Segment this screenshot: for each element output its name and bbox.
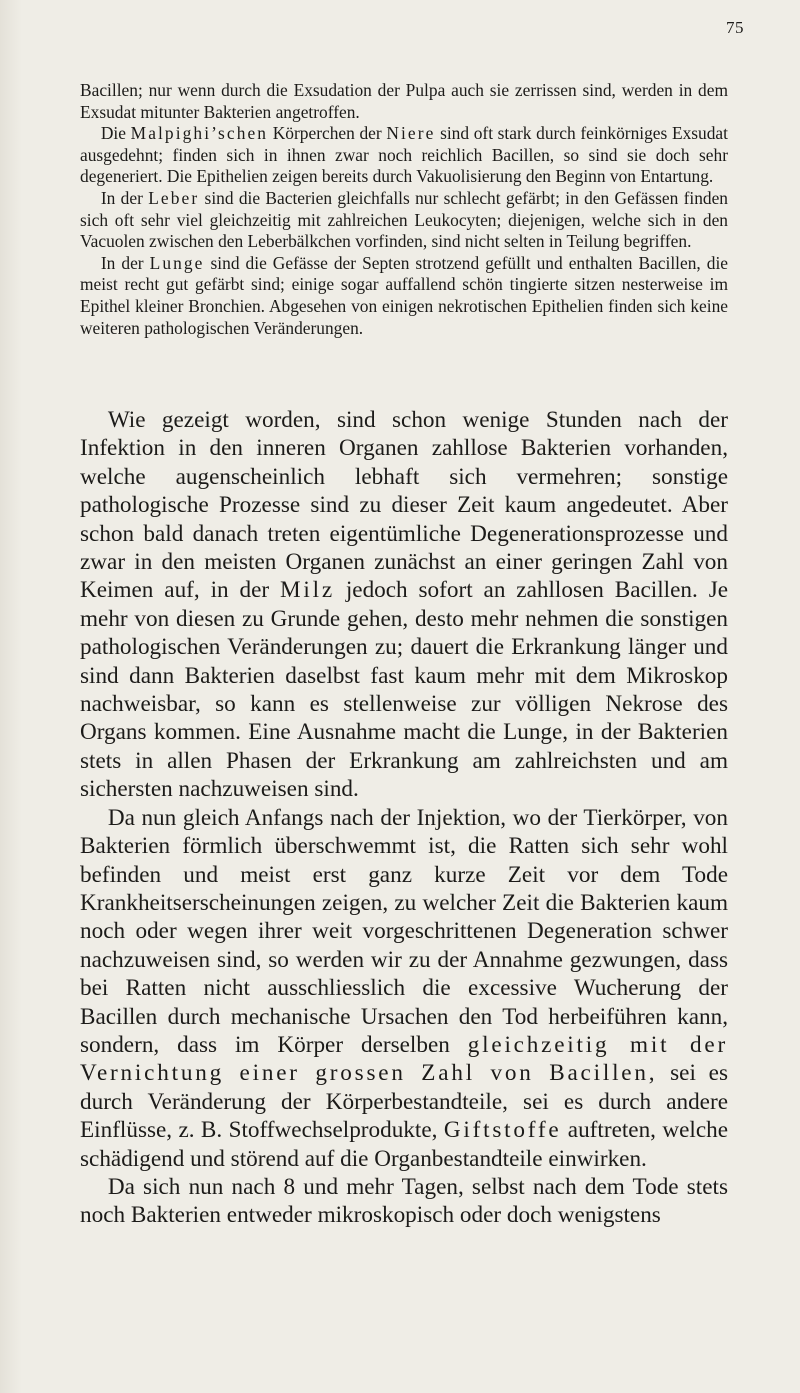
paragraph-leber [80,188,728,253]
lunge-lead: In der [100,252,144,273]
leber-lead: In der [100,187,143,208]
page-edge-shadow [0,0,22,1393]
emphasis-vernichtung: gleichzeitig mit der Vernichtung einer grossen Zahl von Bacillen, [80,1031,729,1087]
paragraph-lunge [80,253,728,339]
emphasis-malpighi: Malpighi’schen [130,123,269,144]
niere-mid: Körperchen der [272,123,382,144]
page-number: 75 [726,18,744,37]
emphasis-lunge: Lunge [149,252,205,273]
emphasis-milz: Milz [280,577,335,604]
small-print-section [80,80,728,339]
emphasis-niere: Niere [386,123,436,144]
injektion-after: auftreten, welche schädigend und störend auf die Organbestandteile einwirken. [80,1117,729,1172]
infektion-after: jedoch sofort an zahllosen Bacillen. Je mehr von diesen zu Grunde gehen, desto mehr nehmen die sonstigen pathologischen Veränderungen zu; dauert die Erkrankung länger und sind dann Bakterien daselbst fast kaum mehr mit dem Mikroskop nachweisbar, so kann es stellenweise zur völligen Nekrose des Organs kommen. Eine Ausnahme macht die Lunge, in der Bakterien stets in allen Phasen der Erkrankung am zahlreichsten und am sichersten nachzuweisen sind. [80,577,729,803]
paragraph-niere [80,123,728,188]
emphasis-leber: Leber [148,187,200,208]
paragraph-injektion [80,804,728,1173]
injektion-mid: sei es durch Veränderung der Körperbestandteile, sei es durch andere Einflüsse, z. B. Stoffwechselprodukte, [80,1060,728,1144]
paragraph-tage: Da sich nun nach 8 und mehr Tagen, selbst nach dem Tode stets noch Bakterien entweder mikroskopisch oder doch wenigstens [80,1173,728,1229]
paragraph-pulpa: Bacillen; nur wenn durch die Exsudation der Pulpa auch sie zerrissen sind, werden in dem Exsudat mitunter Bakterien angetroffen. [80,80,728,122]
infektion-before: Wie gezeigt worden, sind schon wenige Stunden nach der Infektion in den inneren Organen zahllose Bakterien vorhanden, welche augenscheinlich lebhaft sich vermehren; sonstige pathologische Prozesse sind zu dieser Zeit kaum angedeutet. Aber schon bald danach treten eigentümliche Degenerationsprozesse und zwar in den meisten Organen zunächst an einer geringen Zahl von Keimen auf, in der [80,407,728,604]
large-print-section [80,406,728,1230]
leber-rest: sind die Bacterien gleichfalls nur schlecht gefärbt; in den Gefässen finden sich oft sehr viel gleichzeitig mit zahlreichen Leukocyten; diejenigen, welche sich in den Vacuolen zwischen den Leberbälkchen vorfinden, sind nicht selten in Teilung begriffen. [80,187,729,252]
paragraph-infektion [80,406,728,804]
niere-rest: sind oft stark durch feinkörniges Exsudat ausgedehnt; finden sich in ihnen zwar noch reichlich Bacillen, so sind sie doch sehr degeneriert. Die Epithelien zeigen bereits durch Vakuolisierung den Beginn von Entartung. [80,123,728,187]
lunge-rest: sind die Gefässe der Septen strotzend gefüllt und enthalten Bacillen, die meist recht gut gefärbt sind; einige sogar auffallend schön tingierte sitzen nesterweise im Epithel kleiner Bronchien. Abgesehen von einigen nekrotischen Epithelien finden sich keine weiteren pathologischen Veränderungen. [80,252,729,338]
niere-lead: Die [100,123,126,144]
emphasis-giftstoffe: Giftstoffe [443,1117,562,1144]
injektion-before: Da nun gleich Anfangs nach der Injektion, wo der Tierkörper, von Bakterien förmlich überschwemmt ist, die Ratten sich sehr wohl befinden und meist erst ganz kurze Zeit vor dem Tode Krankheitserscheinungen zeigen, zu welcher Zeit die Bakterien kaum noch oder wegen ihrer weit vorgeschrittenen Degeneration schwer nachzuweisen sind, so werden wir zu der Annahme gezwungen, dass bei Ratten nicht ausschliesslich die excessive Wucherung der Bacillen durch mechanische Ursachen den Tod herbeiführen kann, sondern, dass im Körper derselben [80,804,728,1058]
